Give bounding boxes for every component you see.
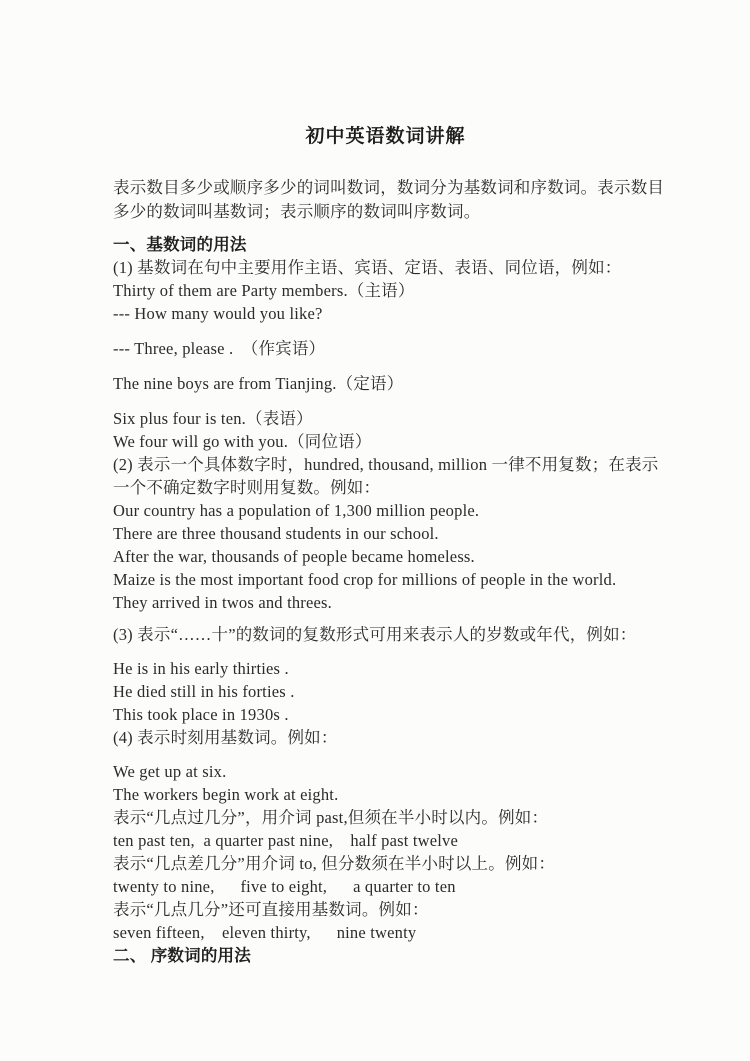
spacer — [113, 614, 658, 623]
spacer — [113, 749, 658, 760]
rule-point-2-line2: 一个不确定数字时则用复数。例如： — [113, 478, 381, 497]
page-title: 初中英语数词讲解 — [305, 126, 466, 147]
time-example-past: ten past ten, a quarter past nine, half past twelve — [113, 831, 459, 850]
example-sentence: --- Three, please . （作宾语） — [113, 339, 326, 358]
example-sentence: Six plus four is ten.（表语） — [113, 409, 313, 428]
time-rule-to: 表示“几点差几分”用介词 to, 但分数须在半小时以上。例如： — [113, 854, 556, 873]
example-sentence: We four will go with you.（同位语） — [113, 432, 372, 451]
time-example-direct: seven fifteen, eleven thirty, nine twenty — [113, 923, 417, 942]
time-rule-past: 表示“几点过几分”，用介词 past,但须在半小时以内。例如： — [113, 808, 549, 827]
spacer — [113, 395, 658, 407]
example-sentence: After the war, thousands of people became homeless. — [113, 547, 475, 566]
example-sentence: The nine boys are from Tianjing.（定语） — [113, 374, 404, 393]
intro-line: 表示数目多少或顺序多少的词叫数词，数词分为基数词和序数词。表示数目 — [113, 178, 665, 197]
example-sentence: We get up at six. — [113, 762, 227, 781]
intro-line: 多少的数词叫基数词；表示顺序的数词叫序数词。 — [113, 202, 481, 221]
example-sentence: He is in his early thirties . — [113, 659, 289, 678]
section-heading-cardinal: 一、基数词的用法 — [113, 235, 247, 254]
example-sentence: Our country has a population of 1,300 million people. — [113, 501, 480, 520]
example-sentence: --- How many would you like? — [113, 304, 323, 323]
example-sentence: The workers begin work at eight. — [113, 785, 339, 804]
rule-point-2-line1: (2) 表示一个具体数字时，hundred, thousand, million 一律不用复数；在表示 — [113, 455, 659, 474]
section-heading-ordinal: 二、 序数词的用法 — [113, 946, 251, 965]
document-content — [113, 124, 665, 967]
rule-point-3: (3) 表示“……十”的数词的复数形式可用来表示人的岁数或年代，例如： — [113, 625, 637, 644]
example-sentence: Thirty of them are Party members.（主语） — [113, 281, 415, 300]
example-sentence: Maize is the most important food crop for millions of people in the world. — [113, 570, 617, 589]
spacer — [113, 150, 658, 176]
rule-point-1: (1) 基数词在句中主要用作主语、宾语、定语、表语、同位语，例如： — [113, 258, 622, 277]
example-sentence: He died still in his forties . — [113, 682, 295, 701]
spacer — [113, 360, 658, 372]
example-sentence: They arrived in twos and threes. — [113, 593, 332, 612]
example-sentence: This took place in 1930s . — [113, 705, 289, 724]
time-example-to: twenty to nine, five to eight, a quarter to ten — [113, 877, 456, 896]
spacer — [113, 325, 658, 337]
spacer — [113, 224, 658, 233]
spacer — [113, 646, 658, 657]
rule-point-4: (4) 表示时刻用基数词。例如： — [113, 728, 338, 747]
time-rule-direct: 表示“几点几分”还可直接用基数词。例如： — [113, 900, 429, 919]
example-sentence: There are three thousand students in our school. — [113, 524, 439, 543]
